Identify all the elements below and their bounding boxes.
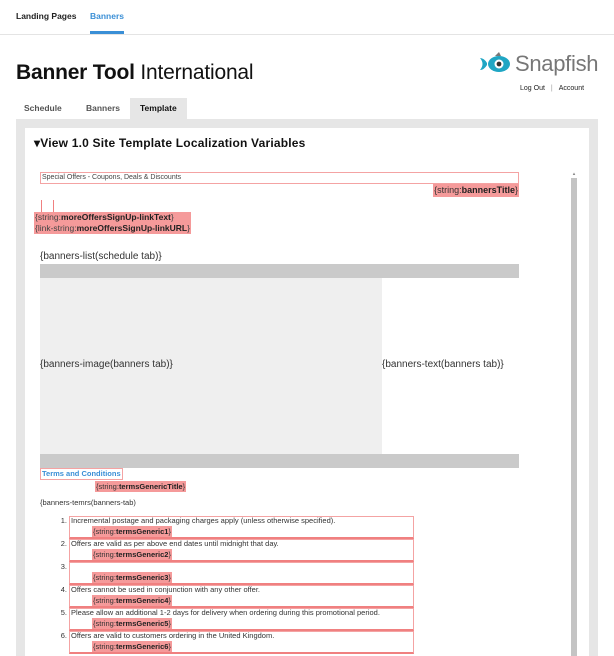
banners-footer-bar	[40, 454, 519, 468]
term-item	[57, 585, 411, 608]
tab-banners[interactable]: Banners	[86, 103, 121, 113]
special-offers-heading: Special Offers - Coupons, Deals & Discounts	[40, 172, 519, 184]
var-key: termsGeneric1	[115, 527, 169, 536]
logo-text: Snapfish	[515, 51, 599, 76]
sign-up-link-variables	[34, 212, 191, 234]
scroll-up-arrow-icon[interactable]: ▴	[572, 171, 576, 177]
var-key: moreOffersSignUp-linkText	[61, 212, 171, 222]
active-nav-indicator	[90, 31, 124, 34]
term-item	[57, 631, 411, 654]
term-number: 4.	[60, 585, 67, 594]
template-content	[25, 128, 589, 656]
var-suffix: }	[170, 212, 174, 222]
page-title	[16, 61, 253, 85]
account-link[interactable]: Account	[558, 85, 585, 92]
expand-toggle-icon[interactable]: ▾	[34, 136, 41, 150]
term-text: Offers cannot be used in conjunction with any other offer.	[71, 585, 261, 594]
terms-title-variable	[95, 481, 186, 492]
top-navigation	[0, 0, 614, 35]
link-url-variable	[35, 223, 190, 234]
term-item	[57, 562, 411, 585]
scrollbar-thumb[interactable]	[571, 178, 577, 656]
snapfish-logo[interactable]	[478, 50, 603, 78]
term-variable	[92, 618, 172, 629]
var-key: termsGenericTitle	[118, 482, 183, 491]
link-marker	[41, 200, 42, 212]
term-item	[57, 539, 411, 562]
var-prefix: {string:	[93, 642, 116, 651]
terms-list-placeholder: {banners-temrs(banners-tab)	[40, 498, 136, 507]
link-marker	[53, 200, 54, 212]
var-suffix: }	[168, 550, 171, 559]
term-number: 1.	[60, 516, 67, 525]
var-suffix: }	[187, 223, 190, 233]
separator: |	[550, 85, 553, 92]
banners-title-variable	[433, 184, 519, 197]
var-key: termsGeneric6	[115, 642, 169, 651]
var-prefix: {string:	[93, 596, 116, 605]
link-text-variable	[35, 212, 190, 223]
var-suffix: }	[182, 482, 186, 491]
var-prefix: {string:	[93, 619, 116, 628]
var-prefix: {string:	[93, 573, 116, 582]
var-key: termsGeneric3	[115, 573, 169, 582]
page-title-rest: International	[134, 61, 254, 84]
term-number: 6.	[60, 631, 67, 640]
var-suffix: }	[514, 185, 518, 195]
term-number: 3.	[60, 562, 67, 571]
var-key: bannersTitle	[461, 185, 515, 195]
var-key: termsGeneric4	[115, 596, 169, 605]
term-text: Offers are valid to customers ordering in the United Kingdom.	[71, 631, 275, 640]
term-text: Offers are valid as per above end dates until midnight that day.	[71, 539, 279, 548]
var-suffix: }	[168, 573, 171, 582]
term-text: Incremental postage and packaging charges apply (unless otherwise specified).	[71, 516, 336, 525]
var-prefix: {string:	[93, 527, 116, 536]
terms-title-link[interactable]: Terms and Conditions	[42, 469, 121, 478]
var-key: moreOffersSignUp-linkURL	[76, 223, 188, 233]
var-suffix: }	[168, 527, 171, 536]
banners-list-placeholder: {banners-list(schedule tab)}	[40, 251, 162, 262]
template-panel	[16, 119, 598, 656]
banners-text-placeholder: {banners-text(banners tab)}	[382, 359, 504, 370]
term-item	[57, 516, 411, 539]
tab-schedule[interactable]: Schedule	[24, 103, 62, 113]
page-title-bold: Banner Tool	[16, 61, 135, 84]
term-variable	[92, 572, 172, 583]
term-number: 2.	[60, 539, 67, 548]
logout-link[interactable]: Log Out	[520, 85, 545, 92]
term-item	[57, 608, 411, 631]
nav-banners[interactable]: Banners	[90, 11, 125, 21]
var-prefix: {link-string:	[35, 223, 77, 233]
term-variable	[92, 595, 172, 606]
var-prefix: {string:	[35, 212, 61, 222]
fish-icon	[478, 50, 514, 78]
banners-list-bar	[40, 264, 519, 278]
term-variable	[92, 549, 172, 560]
var-suffix: }	[168, 596, 171, 605]
var-suffix: }	[168, 642, 171, 651]
tab-template[interactable]: Template	[130, 98, 187, 119]
term-variable	[92, 641, 172, 652]
banners-image-placeholder: {banners-image(banners tab)}	[40, 359, 173, 370]
var-key: termsGeneric2	[115, 550, 169, 559]
var-key: termsGeneric5	[115, 619, 169, 628]
term-number: 5.	[60, 608, 67, 617]
var-suffix: }	[168, 619, 171, 628]
var-prefix: {string:	[93, 550, 116, 559]
template-preview	[25, 128, 589, 656]
var-prefix: {string:	[434, 185, 462, 195]
account-links	[520, 85, 584, 92]
nav-landing-pages[interactable]: Landing Pages	[16, 11, 77, 21]
term-text: Please allow an additional 1-2 days for delivery when ordering during this promotional period.	[71, 608, 380, 617]
var-prefix: {string:	[96, 482, 119, 491]
term-variable	[92, 526, 172, 537]
section-title-text: View 1.0 Site Template Localization Variables	[40, 136, 306, 150]
